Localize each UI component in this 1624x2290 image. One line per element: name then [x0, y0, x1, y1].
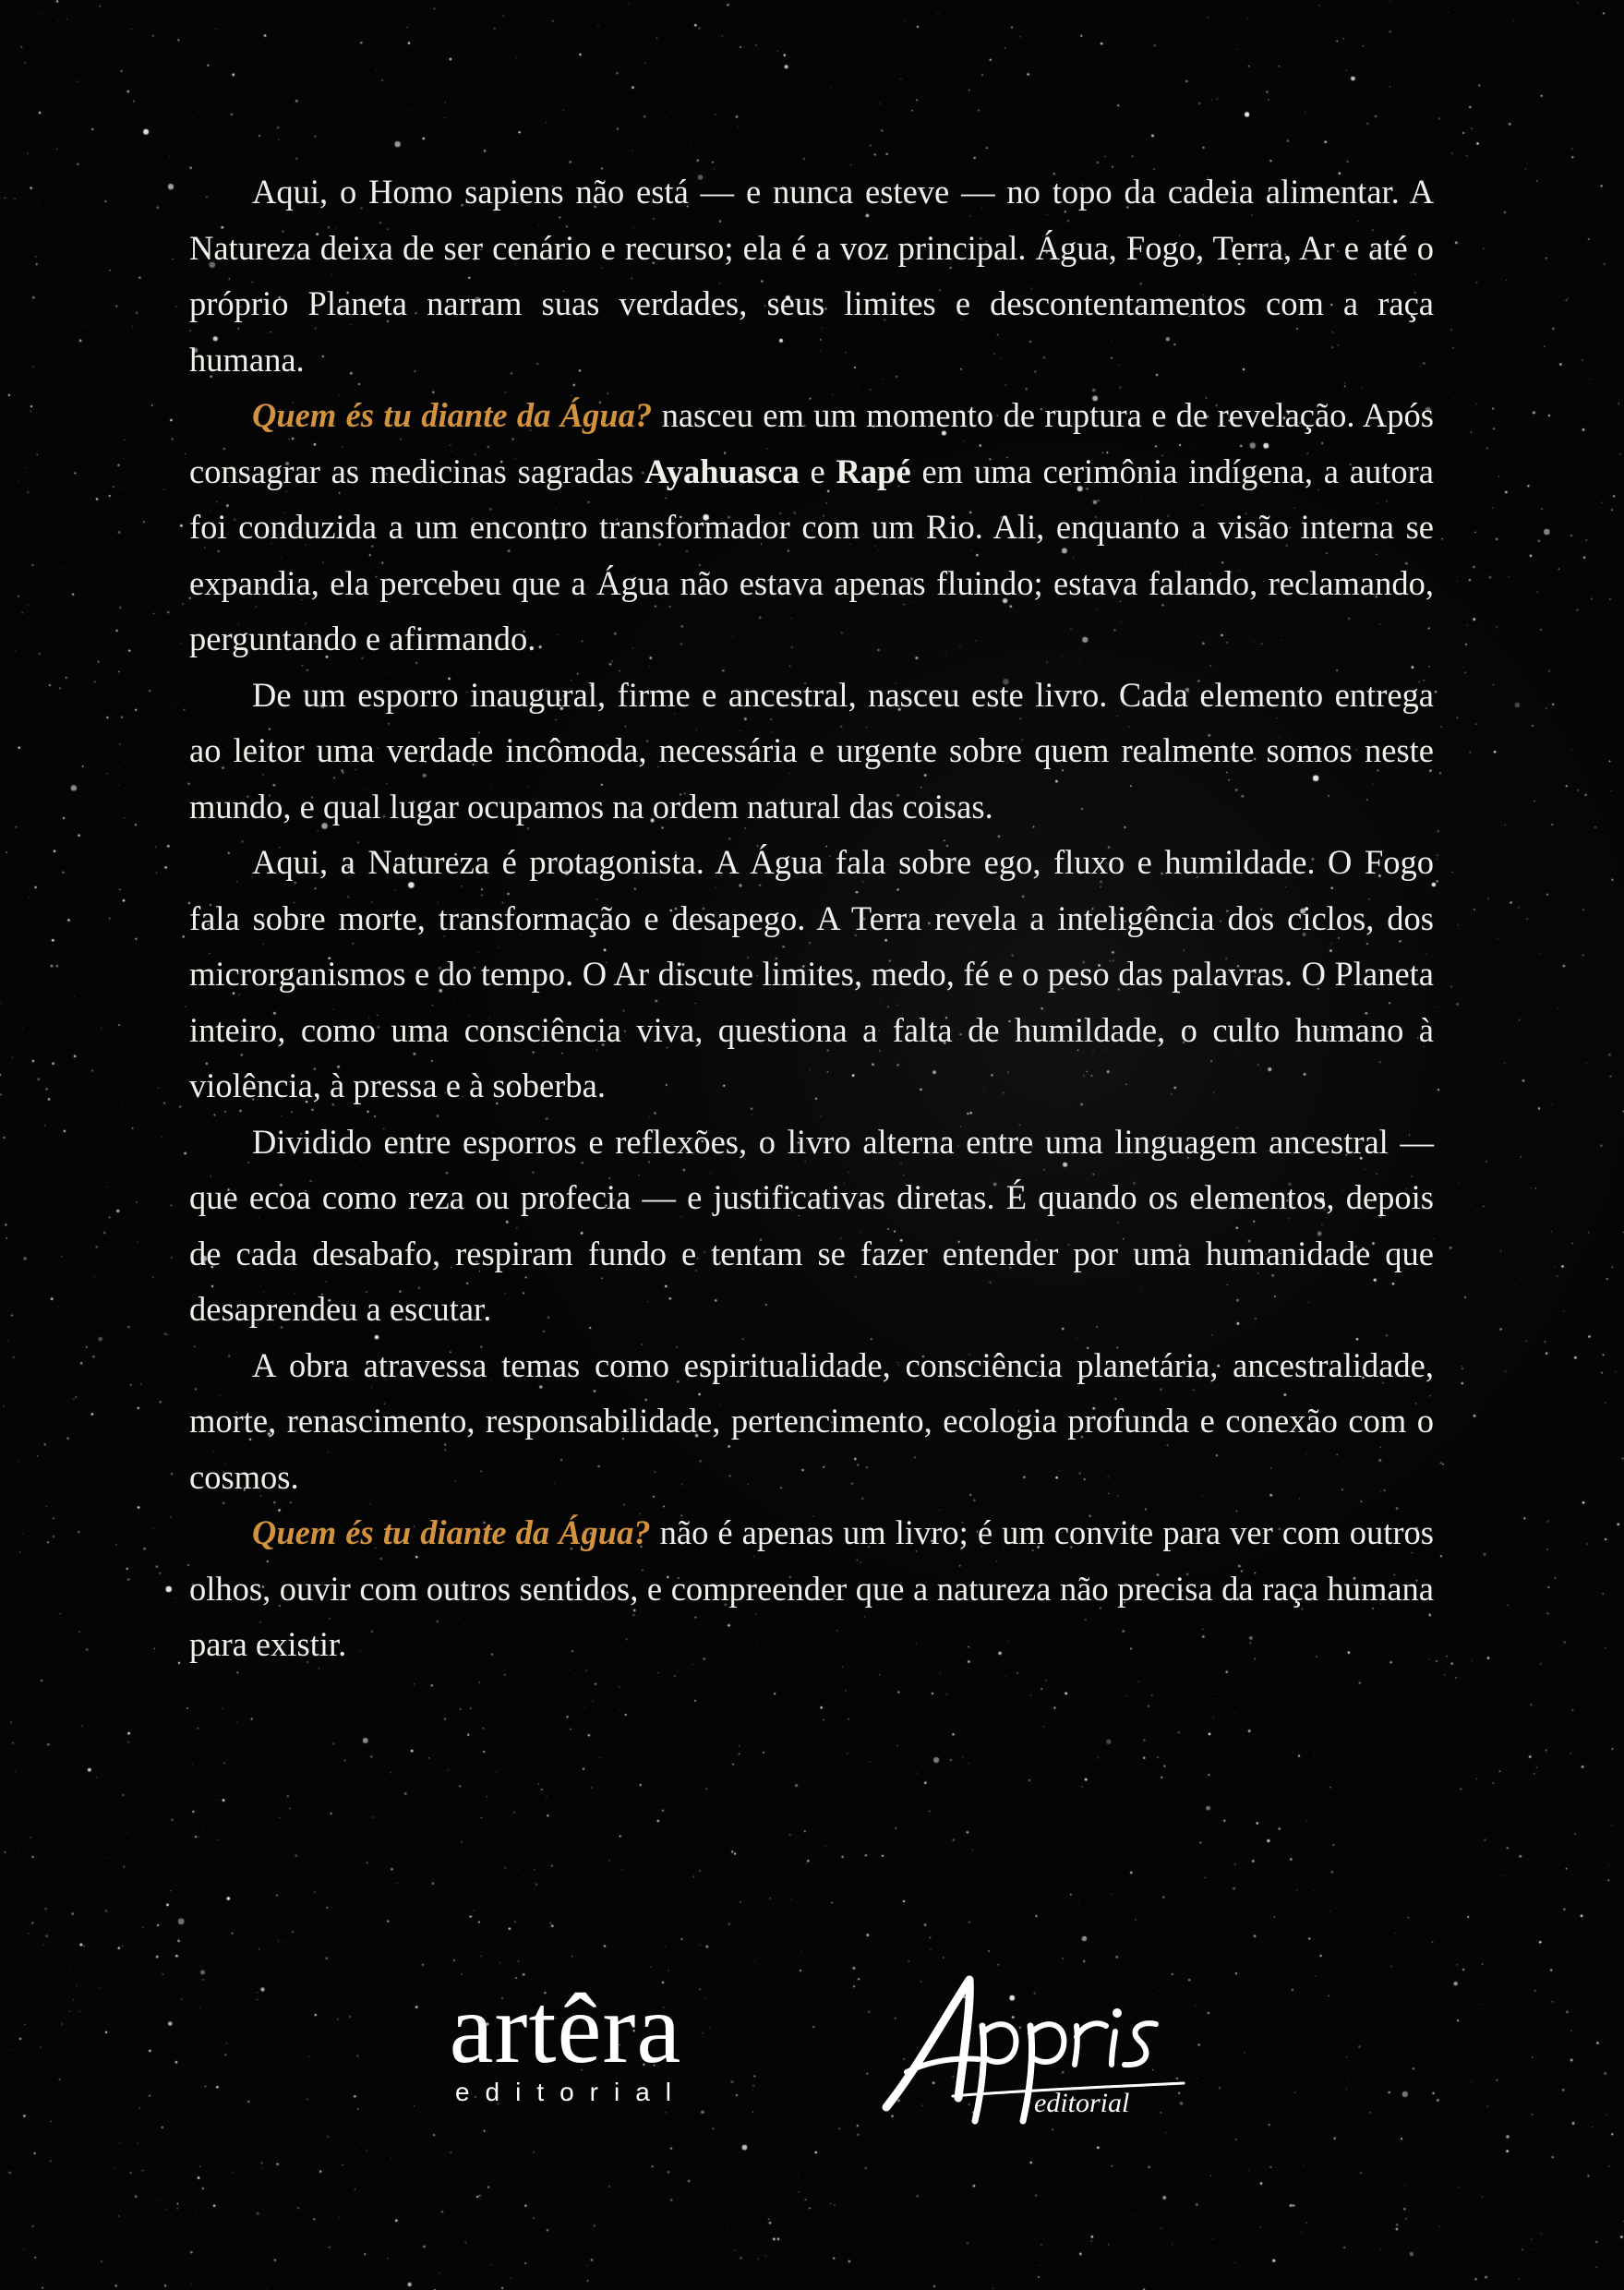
- appris-editorial-logo: [879, 1969, 1193, 2126]
- bold-term: Ayahuasca: [644, 452, 800, 490]
- paragraph-text: A obra atravessa temas como espiritualidade, consciência planetária, ancestralidade, morte, renascimento, responsabilidade, pertencimento, ecologia profunda e conexão com o cosmos.: [189, 1345, 1434, 1496]
- paragraph-text: em uma cerimônia indígena, a autora foi conduzida a um encontro transformador com um Rio. Ali, enquanto a visão interna se expandia, ela percebeu que a Água não estava apenas fluindo; estava falando, reclamando, perguntando e afirmando.: [189, 452, 1434, 657]
- synopsis-text: [189, 164, 1434, 1673]
- synopsis-paragraph: [189, 388, 1434, 668]
- publisher-logos: [0, 1958, 1624, 2142]
- paragraph-text: não é apenas um livro; é um convite para ver com outros olhos, ouvir com outros sentidos, e compreender que a natureza não precisa da raça humana para existir.: [189, 1513, 1434, 1663]
- bold-term: Rapé: [836, 452, 911, 490]
- book-title-highlight: Quem és tu diante da Água?: [252, 1513, 651, 1551]
- synopsis-paragraph: [189, 1338, 1434, 1506]
- appris-logo-subtitle: editorial: [1034, 2088, 1130, 2118]
- synopsis-paragraph: [189, 1505, 1434, 1673]
- synopsis-paragraph: [189, 835, 1434, 1115]
- paragraph-text: nasceu em um momento de ruptura e de revelação. Após consagrar as medicinas sagradas: [189, 396, 1434, 490]
- artera-editorial-logo: [406, 1974, 725, 2107]
- book-title-highlight: Quem és tu diante da Água?: [252, 396, 653, 434]
- artera-logo-wordmark: artêra: [449, 1974, 682, 2084]
- paragraph-text: Dividido entre esporros e reflexões, o livro alterna entre uma linguagem ancestral — que ecoa como reza ou profecia — e justificativas diretas. É quando os elementos, depois de cada desabafo, respiram fundo e tentam se fazer entender por uma humanidade que desaprendeu a escutar.: [189, 1122, 1434, 1328]
- synopsis-paragraph: [189, 1115, 1434, 1338]
- paragraph-text: De um esporro inaugural, firme e ancestral, nasceu este livro. Cada elemento entrega ao leitor uma verdade incômoda, necessária e urgente sobre quem realmente somos neste mundo, e qual lugar ocupamos na ordem natural das coisas.: [189, 675, 1434, 826]
- artera-logo-subtitle: editorial: [454, 2078, 688, 2106]
- paragraph-text: Aqui, a Natureza é protagonista. A Água fala sobre ego, fluxo e humildade. O Fogo fala sobre morte, transformação e desapego. A Terra revela a inteligência dos ciclos, dos microrganismos e do tempo. O Ar discute limites, medo, fé e o peso das palavras. O Planeta inteiro, como uma consciência viva, questiona a falta de humildade, o culto humano à violência, à pressa e à soberba.: [189, 843, 1434, 1104]
- paragraph-text: e: [799, 452, 836, 490]
- synopsis-paragraph: [189, 668, 1434, 836]
- paragraph-text: Aqui, o Homo sapiens não está — e nunca esteve — no topo da cadeia alimentar. A Natureza deixa de ser cenário e recurso; ela é a voz principal. Água, Fogo, Terra, Ar e até o próprio Planeta narram suas verdades, seus limites e descontentamentos com a raça humana.: [189, 173, 1434, 379]
- synopsis-paragraph: [189, 164, 1434, 388]
